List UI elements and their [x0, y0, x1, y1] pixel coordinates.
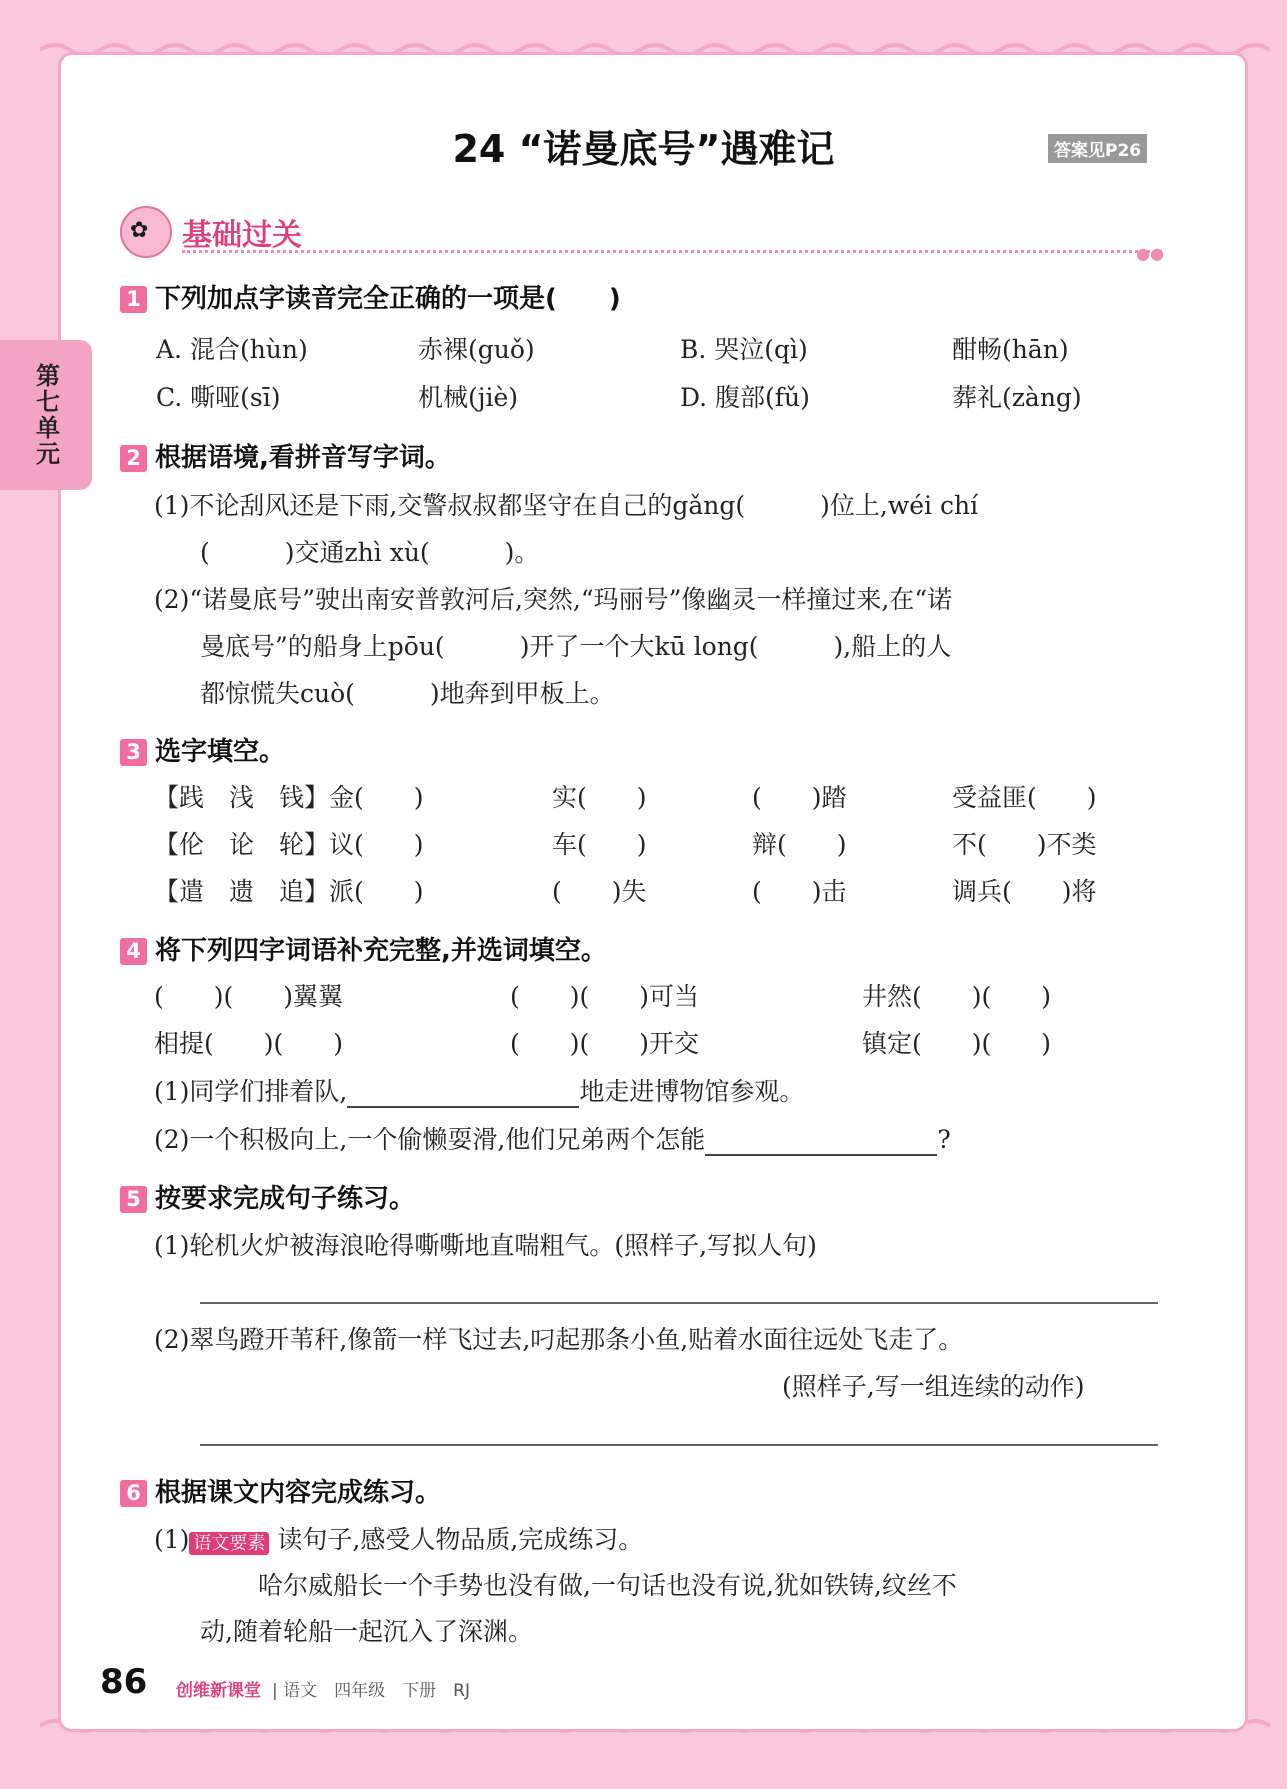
section-header [120, 206, 1164, 263]
q6-passage-line-2: 动,随着轮船一起沉入了深渊。 [200, 1617, 533, 1646]
q4-sentence-2 [154, 1120, 951, 1156]
question-number: 1 [120, 286, 147, 313]
brand-name: 创维新课堂 [176, 1681, 261, 1701]
section-title: 基础过关 [182, 218, 302, 253]
q3-row3-c2: ( )失 [552, 877, 647, 906]
q5-note-2: (照样子,写一组连续的动作) [782, 1372, 1085, 1401]
question-text: 按要求完成句子练习。 [155, 1184, 416, 1214]
section-mascot-icon: ✿ [120, 206, 172, 258]
question-number: 2 [120, 445, 147, 472]
q3-row1-c2: 实( ) [552, 783, 647, 812]
page-number: 86 [100, 1662, 148, 1702]
q3-row1-c1: 【践 浅 钱】金( ) [154, 783, 424, 812]
section-divider [182, 250, 1162, 253]
q3-row2-c1: 【伦 论 轮】议( ) [154, 830, 424, 859]
q2-line-5: 都惊慌失cuò( )地奔到甲板上。 [200, 679, 615, 708]
q4-s2-blank[interactable] [705, 1130, 937, 1156]
question-6 [120, 1472, 441, 1509]
question-3 [120, 731, 285, 768]
q5-answer-line-2[interactable] [200, 1444, 1158, 1446]
q5-sentence-1: (1)轮机火炉被海浪呛得嘶嘶地直喘粗气。(照样子,写拟人句) [154, 1231, 817, 1260]
question-text: 下列加点字读音完全正确的一项是( ) [155, 284, 621, 314]
question-text: 选字填空。 [155, 737, 286, 767]
q3-row2-c4: 不( )不类 [952, 830, 1097, 859]
q4-idiom-5: ( )( )开交 [510, 1029, 700, 1058]
option-b2: 酣畅(hān) [952, 335, 1069, 364]
q6-sub-prefix: (1) [154, 1525, 190, 1554]
question-text: 根据课文内容完成练习。 [155, 1478, 442, 1508]
lesson-title: 24 “诺曼底号”遇难记 [452, 127, 835, 171]
q3-row3-c3: ( )击 [752, 877, 847, 906]
q2-line-3: (2)“诺曼底号”驶出南安普敦河后,突然,“玛丽号”像幽灵一样撞过来,在“诺 [154, 585, 953, 614]
answer-ref-badge: 答案见P26 [1048, 134, 1147, 163]
q3-row2-c2: 车( ) [552, 830, 647, 859]
option-a1: A. 混合(hùn) [156, 335, 308, 364]
option-b1: B. 哭泣(qì) [680, 335, 808, 364]
question-number: 4 [120, 938, 147, 965]
q4-idiom-4: 相提( )( ) [154, 1029, 344, 1058]
question-4 [120, 930, 607, 967]
q4-idiom-3: 井然( )( ) [862, 982, 1052, 1011]
q4-s1-start: (1)同学们排着队, [154, 1077, 348, 1106]
q4-s1-blank[interactable] [347, 1082, 579, 1108]
q5-answer-line-1[interactable] [200, 1302, 1158, 1304]
q4-idiom-1: ( )( )翼翼 [154, 982, 344, 1011]
question-text: 根据语境,看拼音写字词。 [155, 443, 451, 473]
q2-line-4: 曼底号”的船身上pōu( )开了一个大kū long( ),船上的人 [200, 632, 952, 661]
q3-row3-c1: 【遣 遗 追】派( ) [154, 877, 424, 906]
q4-s2-start: (2)一个积极向上,一个偷懒耍滑,他们兄弟两个怎能 [154, 1125, 706, 1154]
unit-side-tab [0, 340, 92, 490]
option-c1: C. 嘶哑(sī) [156, 383, 281, 412]
question-2 [120, 437, 451, 474]
q3-row1-c4: 受益匪( ) [952, 783, 1097, 812]
q3-row3-c4: 调兵( )将 [952, 877, 1097, 906]
unit-label: 第七单元 [31, 363, 60, 467]
option-d2: 葬礼(zàng) [952, 383, 1082, 412]
q3-row1-c3: ( )踏 [752, 783, 847, 812]
q4-sentence-1 [154, 1072, 804, 1108]
option-a2: 赤裸(guǒ) [418, 335, 535, 364]
q5-sentence-2: (2)翠鸟蹬开苇秆,像箭一样飞过去,叼起那条小鱼,贴着水面往远处飞走了。 [154, 1325, 964, 1354]
question-1 [120, 278, 621, 315]
q4-idiom-2: ( )( )可当 [510, 982, 700, 1011]
q6-sub-1 [154, 1520, 643, 1556]
q6-sub-text: 读句子,感受人物品质,完成练习。 [277, 1525, 644, 1554]
question-number: 6 [120, 1480, 147, 1507]
q3-row2-c3: 辩( ) [752, 830, 847, 859]
q2-line-1: (1)不论刮风还是下雨,交警叔叔都坚守在自己的gǎng( )位上,wéi chí [154, 491, 979, 520]
book-meta: | 语文 四年级 下册 RJ [272, 1681, 470, 1701]
question-text: 将下列四字词语补充完整,并选词填空。 [155, 936, 607, 966]
divider-dots-icon: ●● [1136, 244, 1164, 263]
q4-s1-end: 地走进博物馆参观。 [579, 1077, 805, 1106]
language-element-tag: 语文要素 [189, 1532, 269, 1555]
q6-passage-line-1: 哈尔威船长一个手势也没有做,一句话也没有说,犹如铁铸,纹丝不 [258, 1571, 957, 1600]
q2-line-2: ( )交通zhì xù( )。 [200, 538, 540, 567]
question-5 [120, 1178, 415, 1215]
q4-s2-end: ? [937, 1125, 951, 1154]
option-c2: 机械(jiè) [418, 383, 519, 412]
question-number: 5 [120, 1186, 147, 1213]
option-d1: D. 腹部(fǔ) [680, 383, 810, 412]
question-number: 3 [120, 739, 147, 766]
q4-idiom-6: 镇定( )( ) [862, 1029, 1052, 1058]
